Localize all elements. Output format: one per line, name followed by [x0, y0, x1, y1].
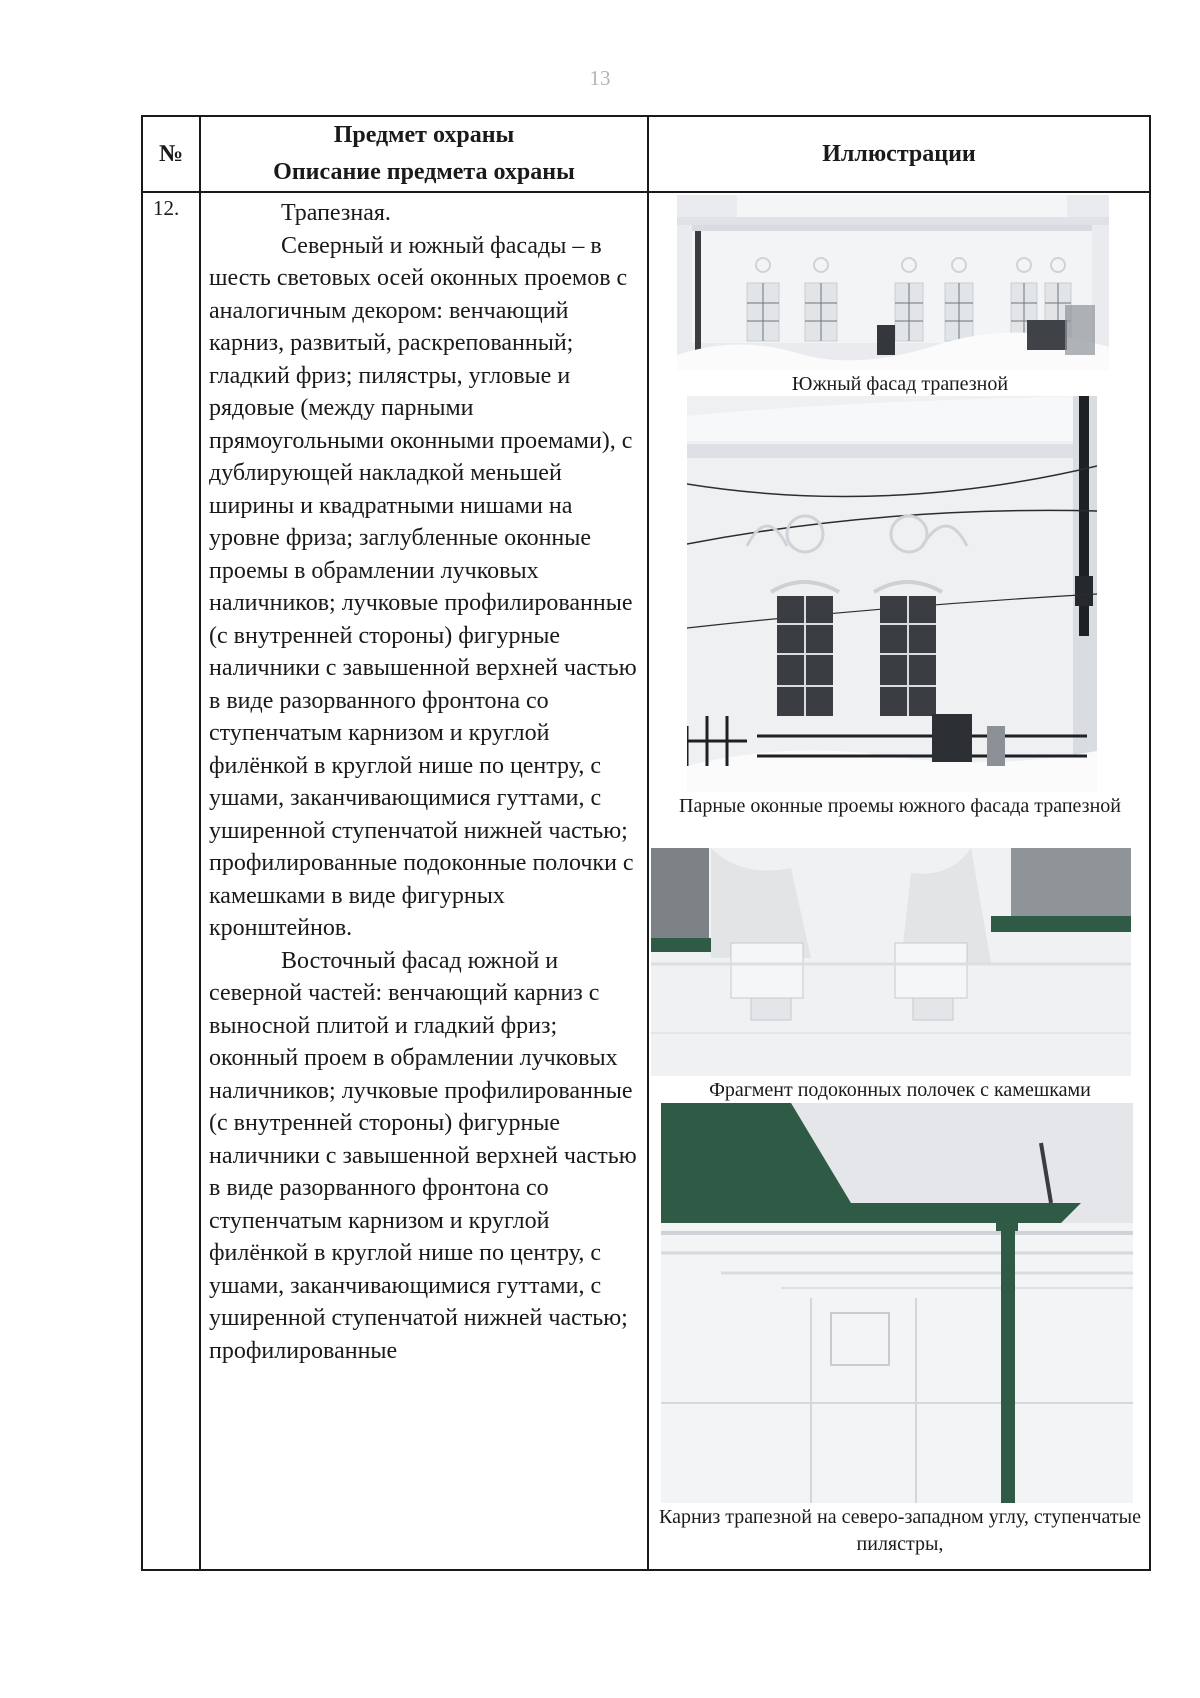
row-description	[200, 192, 648, 1570]
photo-cornice	[661, 1103, 1133, 1503]
table-header-row	[142, 116, 1150, 192]
photo-south-facade	[677, 195, 1109, 370]
page-number: 13	[589, 66, 611, 90]
table-row	[142, 192, 1150, 1570]
caption-cornice: Карниз трапезной на северо-западном углу, ступенчатые пилястры,	[659, 1506, 1141, 1555]
row-number: 12.	[142, 192, 200, 1570]
header-subject-description: Описание предмета охраны	[273, 159, 575, 185]
photo-paired-windows	[687, 396, 1097, 792]
caption-paired-windows: Парные оконные проемы южного фасада трапезной	[679, 795, 1121, 817]
description-paragraph: Восточный фасад южной и северной частей: венчающий карниз с выносной плитой и гладкий фриз; оконный проем в обрамлении лучковых наличников; лучковые профилированные (с внутренней стороны) фигурные наличники с завышенной верхней частью в виде разорванного фронтона со ступенчатым карнизом и круглой филёнкой в круглой нише по центру, с ушами, заканчивающимися гуттами, с уширенной ступенчатой нижней частью; профилированные	[209, 947, 637, 1364]
caption-south-facade: Южный фасад трапезной	[791, 373, 1009, 395]
header-subject	[200, 116, 648, 192]
description-paragraph: Северный и южный фасады – в шесть световых осей оконных проемов с аналогичным декором: венчающий карниз, развитый, раскрепованный; гладкий фриз; пилястры, угловые и рядовые (между парными прямоугольными оконными проемами), с дублирующей накладкой меньшей ширины и квадратными нишами на уровне фриза; заглубленные оконные проемы в обрамлении лучковых наличников; лучковые профилированные (с внутренней стороны) фигурные наличники с завышенной верхней частью в виде разорванного фронтона со ступенчатым карнизом и круглой филёнкой в круглой нише по центру, с ушами, заканчивающимися гуттами, с уширенной ступенчатой нижней частью; профилированные подоконные полочки с камешками в виде фигурных кронштейнов.	[209, 232, 637, 941]
photo-window-sills	[651, 848, 1131, 1076]
header-illustrations: Иллюстрации	[648, 116, 1150, 192]
description-paragraph: Трапезная.	[281, 200, 391, 226]
caption-window-sills: Фрагмент подоконных полочек с камешками	[709, 1079, 1091, 1101]
header-subject-title: Предмет охраны	[333, 122, 515, 148]
row-illustrations	[648, 192, 1150, 1570]
protection-table	[141, 115, 1151, 1571]
header-number: №	[142, 116, 200, 192]
